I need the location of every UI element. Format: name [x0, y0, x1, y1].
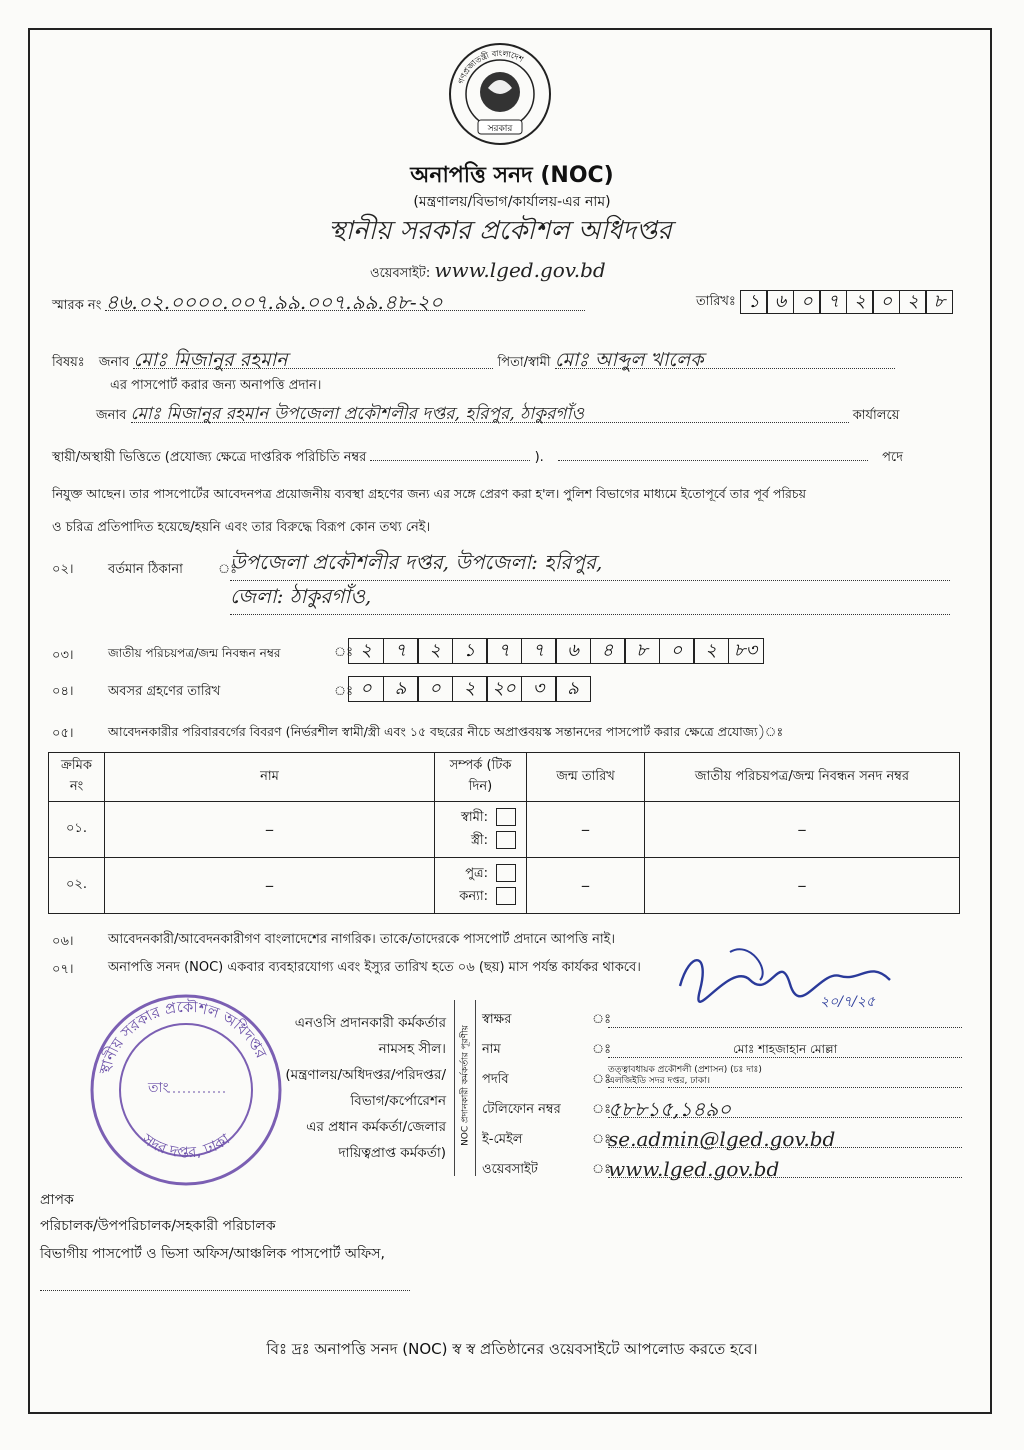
- field-value: ৫৮৮১৫,১৪৯০: [608, 1101, 962, 1118]
- seal-bottom-text: সদর দপ্তর, ঢাকা: [138, 1130, 233, 1162]
- item5-text: আবেদনকারীর পরিবারবর্গের বিবরণ (নির্ভরশীল স্বামী/স্ত্রী এবং ১৫ বছরের নীচে অপ্রাপ্তবয়স্ক সন্তানদের পাসপোর্ট করার ক্ষেত্রে প্রযোজ্য)ঃ: [108, 724, 784, 739]
- para2: নিযুক্ত আছেন। তার পাসপোর্টের আবেদনপত্র প্রয়োজনীয় ব্যবস্থা গ্রহণের জন্য এর সঙ্গে প্রেরণ করা হ'ল। পুলিশ বিভাগের মাধ্যমে ইতোপূর্বে তার পূর্ব পরিচয়: [52, 486, 807, 501]
- nid-digit-box: ৪: [590, 638, 626, 664]
- relation-label: পুত্র:: [465, 865, 488, 881]
- table-header: জাতীয় পরিচয়পত্র/জন্ম নিবন্ধন সনদ নম্বর: [645, 753, 960, 802]
- table-header: জন্ম তারিখ: [527, 753, 645, 802]
- karyalaye-label: কার্যালয়ে: [852, 408, 900, 423]
- permanent-text: স্থায়ী/অস্থায়ী ভিত্তিতে (প্রযোজ্য ক্ষেত্রে দাপ্তরিক পরিচিতি নম্বর: [52, 450, 367, 465]
- relation-checkbox[interactable]: [496, 831, 516, 849]
- field-website: ওয়েবসাইট ঃ www.lged.gov.bd: [482, 1148, 962, 1178]
- relation-label: স্বামী:: [461, 809, 488, 825]
- nid-digit-box: ৭: [486, 638, 522, 664]
- item4-no: ০৪।: [52, 684, 74, 699]
- row-dob: –: [527, 858, 645, 914]
- father-name: মোঃ আব্দুল খালেক: [555, 352, 895, 369]
- item7-no: ০৭।: [52, 962, 74, 977]
- field-value: se.admin@lged.gov.bd: [608, 1131, 962, 1148]
- emblem-top-text: গণপ্রজাতন্ত্রী বাংলাদেশ: [456, 48, 525, 86]
- date-digit-box: ১: [740, 290, 768, 314]
- recipient-line2: বিভাগীয় পাসপোর্ট ও ভিসা অফিস/আঞ্চলিক পাসপোর্ট অফিস,: [40, 1246, 385, 1262]
- nid-digit-box: ০: [659, 638, 695, 664]
- seal-inner-text: তাং: [148, 1080, 169, 1096]
- website-value: www.lged.gov.bd: [434, 258, 606, 282]
- nid-digit-box: ২: [417, 638, 453, 664]
- website-row: [370, 258, 606, 282]
- subject-line2: এর পাসপোর্ট করার জন্য অনাপত্তি প্রদান।: [110, 378, 322, 393]
- website-label: ওয়েবসাইট:: [370, 266, 431, 281]
- field-name: নাম ঃ মোঃ শাহজাহান মোল্লা: [482, 1028, 962, 1058]
- date-boxes: [740, 290, 952, 314]
- father-label: পিতা/স্বামী: [497, 355, 551, 370]
- relation-label: কন্যা:: [459, 888, 488, 904]
- retire-digit-box: ৯: [383, 676, 419, 702]
- date-digit-box: ২: [899, 290, 927, 314]
- field-designation: পদবি ঃ তত্ত্বাবধায়ক প্রকৌশলী (প্রশাসন) (চঃ দাঃ) এলজিইডি সদর দপ্তর, ঢাকা।: [482, 1058, 962, 1088]
- permanent-row: স্থায়ী/অস্থায়ী ভিত্তিতে (প্রযোজ্য ক্ষেত্রে দাপ্তরিক পরিচিতি নম্বর ). পদে: [52, 450, 903, 465]
- signature-date: ২০/৭/২৫: [820, 994, 875, 1010]
- pade-label: পদে: [882, 450, 903, 465]
- field-label: স্বাক্ষর: [482, 1012, 512, 1027]
- officer-line: এর প্রধান কর্মকর্তা/জেলার: [306, 1119, 446, 1135]
- field-label: নাম: [482, 1042, 501, 1057]
- office-line: মোঃ মিজানুর রহমান উপজেলা প্রকৌশলীর দপ্তর, হরিপুর, ঠাকুরগাঁও: [131, 406, 849, 423]
- row-nid: –: [645, 802, 960, 858]
- vertical-note: NOC প্রদানকারী কর্মকর্তার পূরণীয়: [460, 1025, 471, 1146]
- retire-boxes: [348, 676, 590, 702]
- item2-label: বর্তমান ঠিকানা: [108, 562, 183, 577]
- nid-digit-box: ২: [348, 638, 384, 664]
- retire-digit-box: ২০: [486, 676, 522, 702]
- recipient-label: প্রাপক: [40, 1192, 74, 1208]
- svg-text:সদর দপ্তর, ঢাকা: [138, 1129, 233, 1161]
- table-row: [49, 802, 960, 858]
- page-title: অনাপত্তি সনদ (NOC): [410, 163, 614, 188]
- nid-digit-box: ২: [693, 638, 729, 664]
- svg-text:স্থানীয় সরকার প্রকৌশল অধিদপ্ত: [95, 998, 270, 1078]
- field-email: ই-মেইল ঃ se.admin@lged.gov.bd: [482, 1118, 962, 1148]
- row-nid: –: [645, 858, 960, 914]
- memo-row: [52, 290, 585, 314]
- recipient-blank: [40, 1290, 410, 1291]
- officer-block: [250, 1010, 446, 1166]
- item3-label: জাতীয় পরিচয়পত্র/জন্ম নিবন্ধন নম্বর: [108, 646, 281, 660]
- field-label: ওয়েবসাইট: [482, 1162, 538, 1177]
- field-value: [608, 1027, 962, 1028]
- row-number: ০১.: [49, 802, 105, 858]
- item6-no: ০৬।: [52, 934, 74, 949]
- item3-no: ০৩।: [52, 648, 74, 663]
- relation-label: স্ত্রী:: [470, 832, 488, 848]
- field-label: পদবি: [482, 1072, 509, 1087]
- date-digit-box: ০: [872, 290, 900, 314]
- sign-fields: [482, 998, 962, 1181]
- address-line2: জেলা: ঠাকুরগাঁও,: [230, 588, 950, 615]
- janab-label-2: জনাব: [96, 408, 127, 423]
- nid-digit-box: ৮৩: [728, 638, 764, 664]
- footer-note: বিঃ দ্রঃ অনাপত্তি সনদ (NOC) স্ব স্ব প্রতিষ্ঠানের ওয়েবসাইটে আপলোড করতে হবে।: [266, 1340, 758, 1358]
- relation-checkbox[interactable]: [496, 808, 516, 826]
- subject-row: [52, 349, 895, 371]
- field-value: মোঃ শাহজাহান মোল্লা: [608, 1041, 962, 1058]
- memo-value: ৪৬.০২.০০০০.০০৭.৯৯.০০৭.৯৯.৪৮-২০: [105, 294, 585, 311]
- item7-text: অনাপত্তি সনদ (NOC) একবার ব্যবহারযোগ্য এবং ইস্যুর তারিখ হতে ০৬ (ছয়) মাস পর্যন্ত কার্যকর থাকবে।: [108, 960, 641, 975]
- nid-digit-box: ৬: [555, 638, 591, 664]
- row-name: –: [105, 858, 435, 914]
- officer-line: দায়িত্বপ্রাপ্ত কর্মকর্তা): [338, 1145, 446, 1161]
- retire-digit-box: ৩: [521, 676, 557, 702]
- memo-label: স্মারক নং: [52, 298, 102, 313]
- retire-digit-box: ০: [417, 676, 453, 702]
- office-row: [96, 406, 899, 424]
- date-digit-box: ২: [846, 290, 874, 314]
- government-emblem: [448, 42, 552, 146]
- table-header: ক্রমিক নং: [49, 753, 105, 802]
- field-label: ই-মেইল: [482, 1132, 523, 1147]
- nid-digit-box: ১: [452, 638, 488, 664]
- item5-no: ০৫।: [52, 726, 74, 741]
- officer-line: এনওসি প্রদানকারী কর্মকর্তার: [294, 1015, 446, 1031]
- date-digit-box: ৭: [819, 290, 847, 314]
- subject-label: বিষয়ঃ: [52, 355, 85, 370]
- item4-label: অবসর গ্রহণের তারিখ: [108, 684, 221, 699]
- vertical-note-box: [454, 1000, 476, 1176]
- recipient-line1: পরিচালক/উপপরিচালক/সহকারী পরিচালক: [40, 1218, 276, 1234]
- field-label: টেলিফোন নম্বর: [482, 1102, 561, 1117]
- nid-boxes: [348, 638, 762, 664]
- relation-checkbox[interactable]: [496, 864, 516, 882]
- officer-line: বিভাগ/কর্পোরেশন: [350, 1093, 446, 1109]
- row-number: ০২.: [49, 858, 105, 914]
- office-name: স্থানীয় সরকার প্রকৌশল অধিদপ্তর: [328, 216, 672, 246]
- field-signature: স্বাক্ষর ঃ: [482, 998, 962, 1028]
- item6-text: আবেদনকারী/আবেদনকারীগণ বাংলাদেশের নাগরিক। তাকে/তাদেরকে পাসপোর্ট প্রদানে আপত্তি নাই।: [108, 932, 616, 947]
- family-table: [48, 752, 960, 914]
- ministry-label: (মন্ত্রণালয়/বিভাগ/কার্যালয়-এর নাম): [413, 194, 611, 210]
- officer-line: নামসহ সীল।: [378, 1041, 446, 1057]
- table-header: নাম: [105, 753, 435, 802]
- designation-line1: তত্ত্বাবধায়ক প্রকৌশলী (প্রশাসন) (চঃ দাঃ): [608, 1065, 762, 1075]
- relation-cell: [435, 858, 527, 914]
- janab-label: জনাব: [98, 355, 130, 370]
- designation-line2: এলজিইডি সদর দপ্তর, ঢাকা।: [608, 1076, 711, 1086]
- table-row: [49, 858, 960, 914]
- relation-checkbox[interactable]: [496, 887, 516, 905]
- table-header-row: [49, 753, 960, 802]
- date-digit-box: ৮: [925, 290, 953, 314]
- field-value: www.lged.gov.bd: [608, 1161, 962, 1178]
- field-value: [608, 1065, 962, 1088]
- relation-cell: [435, 802, 527, 858]
- item2-no: ০২।: [52, 562, 74, 577]
- retire-digit-box: ২: [452, 676, 488, 702]
- row-name: –: [105, 802, 435, 858]
- retire-digit-box: ৯: [555, 676, 591, 702]
- address-line1: উপজেলা প্রকৌশলীর দপ্তর, উপজেলা: হরিপুর,: [230, 554, 950, 581]
- officer-line: (মন্ত্রণালয়/অধিদপ্তর/পরিদপ্তর/: [285, 1067, 446, 1083]
- date-row: [696, 290, 952, 314]
- handwritten-signature: [670, 940, 900, 1016]
- para3: ও চরিত্র প্রতিপাদিত হয়েছে/হয়নি এবং তার বিরুদ্ধে বিরূপ কোন তথ্য নেই।: [52, 520, 431, 535]
- emblem-bottom-text: সরকার: [487, 124, 513, 134]
- applicant-name: মোঃ মিজানুর রহমান: [133, 352, 493, 369]
- date-digit-box: ৬: [766, 290, 794, 314]
- nid-digit-box: ৮: [624, 638, 660, 664]
- nid-digit-box: ৭: [383, 638, 419, 664]
- date-digit-box: ০: [793, 290, 821, 314]
- field-phone: টেলিফোন নম্বর ঃ ৫৮৮১৫,১৪৯০: [482, 1088, 962, 1118]
- seal-top-text: স্থানীয় সরকার প্রকৌশল অধিদপ্তর: [95, 997, 271, 1077]
- date-label: তারিখঃ: [696, 294, 736, 309]
- nid-digit-box: ৭: [521, 638, 557, 664]
- row-dob: –: [527, 802, 645, 858]
- retire-digit-box: ০: [348, 676, 384, 702]
- table-header: সম্পর্ক (টিক দিন): [435, 753, 527, 802]
